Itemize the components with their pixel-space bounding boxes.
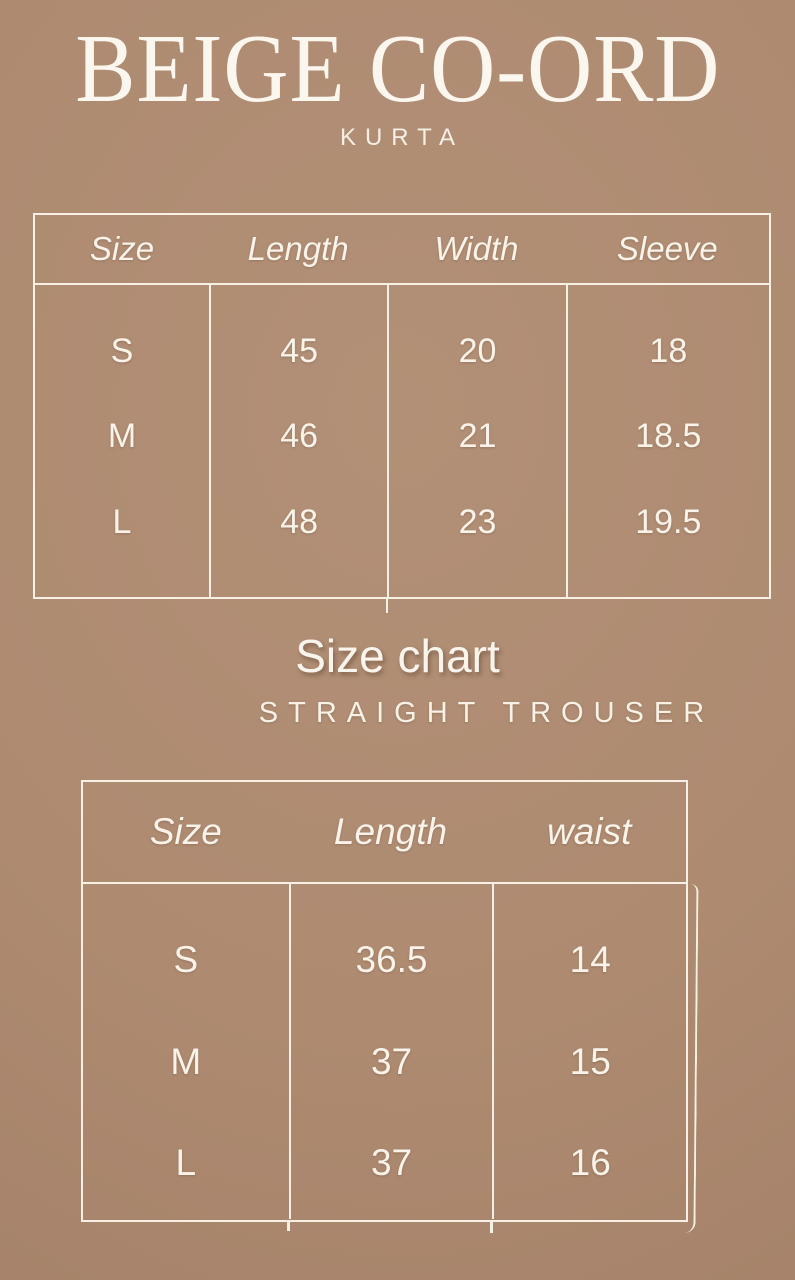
trouser-length-cell-l: 37 bbox=[370, 1142, 413, 1184]
kurta-width-cell-s: 20 bbox=[458, 332, 497, 371]
trouser-waist-cell-s: 14 bbox=[569, 938, 611, 980]
kurta-size-cell-s: S bbox=[110, 332, 134, 371]
trouser-size-cell-m: M bbox=[170, 1040, 202, 1082]
trouser-size-cell-s: S bbox=[173, 938, 199, 980]
trouser-table-body bbox=[83, 884, 686, 1219]
kurta-column-length bbox=[209, 285, 387, 597]
trouser-column-length bbox=[289, 884, 493, 1219]
kurta-length-cell-s: 45 bbox=[280, 332, 319, 371]
trouser-size-table bbox=[81, 780, 688, 1222]
kurta-header-width: Width bbox=[434, 230, 519, 267]
trouser-waist-cell-m: 15 bbox=[569, 1040, 611, 1082]
kurta-sleeve-cell-m: 18.5 bbox=[635, 417, 702, 456]
kurta-column-size bbox=[35, 285, 209, 597]
trouser-table-doubled-border-stroke bbox=[684, 884, 698, 1233]
kurta-table-header-row bbox=[35, 215, 769, 285]
trouser-column-size bbox=[83, 884, 289, 1219]
kurta-width-cell-l: 23 bbox=[458, 502, 497, 541]
trouser-length-cell-m: 37 bbox=[370, 1040, 413, 1082]
trouser-header-waist: waist bbox=[547, 811, 632, 852]
kurta-width-cell-m: 21 bbox=[458, 417, 497, 456]
kurta-column-width bbox=[387, 285, 565, 597]
kurta-table-body bbox=[35, 285, 769, 597]
trouser-header-size: Size bbox=[149, 811, 222, 852]
trouser-table-header-row bbox=[83, 782, 686, 884]
kurta-size-cell-m: M bbox=[107, 417, 137, 456]
kurta-table-divider-overshoot bbox=[386, 598, 388, 613]
kurta-sleeve-cell-s: 18 bbox=[649, 332, 688, 371]
kurta-column-sleeve bbox=[566, 285, 769, 597]
section-title: Size chart bbox=[295, 630, 500, 682]
page-title bbox=[0, 15, 795, 122]
kurta-sleeve-cell-l: 19.5 bbox=[635, 502, 702, 541]
page-subtitle: KURTA bbox=[339, 124, 465, 151]
trouser-table-divider-overshoot-right bbox=[490, 1220, 493, 1233]
kurta-header-size: Size bbox=[89, 230, 155, 267]
trouser-length-cell-s: 36.5 bbox=[355, 938, 428, 980]
trouser-column-waist bbox=[492, 884, 686, 1219]
kurta-header-sleeve: Sleeve bbox=[616, 230, 718, 267]
kurta-size-table bbox=[33, 213, 771, 599]
kurta-length-cell-m: 46 bbox=[280, 417, 319, 456]
trouser-header-length: Length bbox=[333, 811, 448, 852]
trouser-table-divider-overshoot-left bbox=[287, 1220, 290, 1231]
section-subtitle: STRAIGHT TROUSER bbox=[258, 697, 715, 729]
kurta-length-cell-l: 48 bbox=[280, 502, 319, 541]
trouser-size-cell-l: L bbox=[175, 1142, 197, 1184]
kurta-header-length: Length bbox=[247, 230, 349, 267]
page-title-text: BEIGE CO-ORD bbox=[74, 15, 721, 122]
trouser-waist-cell-l: 16 bbox=[569, 1142, 611, 1184]
kurta-size-cell-l: L bbox=[112, 502, 132, 541]
